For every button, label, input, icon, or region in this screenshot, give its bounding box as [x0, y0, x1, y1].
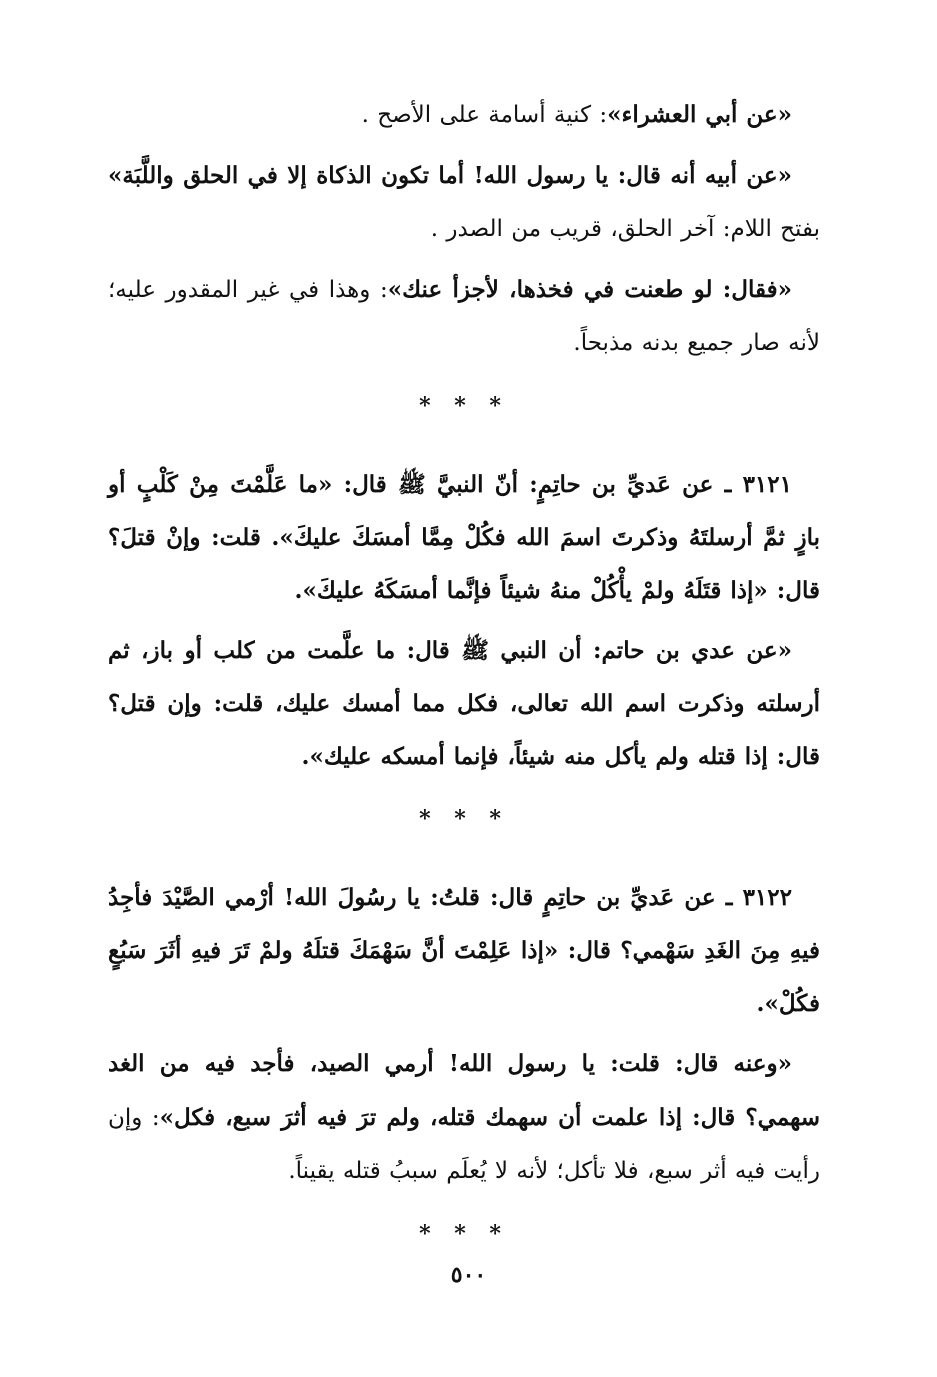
section-separator: * * *	[419, 393, 509, 419]
quoted-phrase: «فقال: لو طعنت في فخذها، لأجزأ عنك»	[387, 276, 792, 303]
commentary-text: : كنية أسامة على الأصح .	[361, 102, 608, 128]
paragraph-dhakat	[108, 149, 820, 256]
section-separator: * * *	[419, 806, 509, 832]
quoted-phrase: «وعنه قال: قلت: يا رسول الله! أرمي الصيد، فأجد فيه من الغد سهمي؟ قال: إذا علمت أن سهمك قتله، ولم ترَ فيه أثرَ سبع، فكل»	[108, 1050, 820, 1131]
quoted-phrase: «عن أبي العشراء»	[607, 101, 792, 128]
hadith-3121-text: ٣١٢١ ـ عن عَديِّ بن حاتِمٍ: أنّ النبيَّ ﷺ قال: «ما عَلَّمْتَ مِنْ كَلْبٍ أو بازٍ ثمَّ أرسلتَهُ وذكرتَ اسمَ الله فكُلْ مِمَّا أمسَكَ عليكَ». قلت: وإنْ قتلَ؟ قال: «إذا قتَلَهُ ولمْ يأْكُلْ منهُ شيئاً فإنَّما أمسَكَهُ عليكَ».	[108, 471, 820, 604]
paragraph-fakhidh	[108, 263, 820, 370]
hadith-3121-commentary: «عن عدي بن حاتم: أن النبي ﷺ قال: ما علَّمت من كلب أو باز، ثم أرسلته وذكرت اسم الله تعالى، فكل مما أمسك عليك، قلت: وإن قتل؟ قال: إذا قتله ولم يأكل منه شيئاً، فإنما أمسكه عليك».	[108, 637, 820, 770]
page-number: ٥٠٠	[450, 1262, 487, 1288]
hadith-3122-commentary	[108, 1037, 820, 1198]
commentary-text: : وهذا في غير المقدور عليه؛ لأنه صار جميع بدنه مذبحاً.	[108, 277, 820, 356]
quoted-phrase: «عن أبيه أنه قال: يا رسول الله! أما تكون الذكاة إلا في الحلق واللَّبَة»	[108, 162, 792, 189]
paragraph-abu-al-ushara	[108, 88, 820, 142]
section-separator: * * *	[419, 1221, 509, 1247]
hadith-3122-text: ٣١٢٢ ـ عن عَديِّ بن حاتِمٍ قال: قلتُ: يا رسُولَ الله! أرْمي الصَّيْدَ فأجِدُ فيهِ مِنَ الغَدِ سَهْمي؟ قال: «إذا عَلِمْتَ أنَّ سَهْمَكَ قتلَهُ ولمْ تَرَ فيهِ أثَرَ سَبُعٍ فكُلْ».	[108, 884, 820, 1017]
commentary-text: بفتح اللام: آخر الحلق، قريب من الصدر .	[430, 216, 820, 242]
commentary-text: : وإن رأيت فيه أثر سبع، فلا تأكل؛ لأنه لا يُعلَم سببُ قتله يقيناً.	[108, 1105, 820, 1184]
page-body	[108, 88, 820, 1286]
